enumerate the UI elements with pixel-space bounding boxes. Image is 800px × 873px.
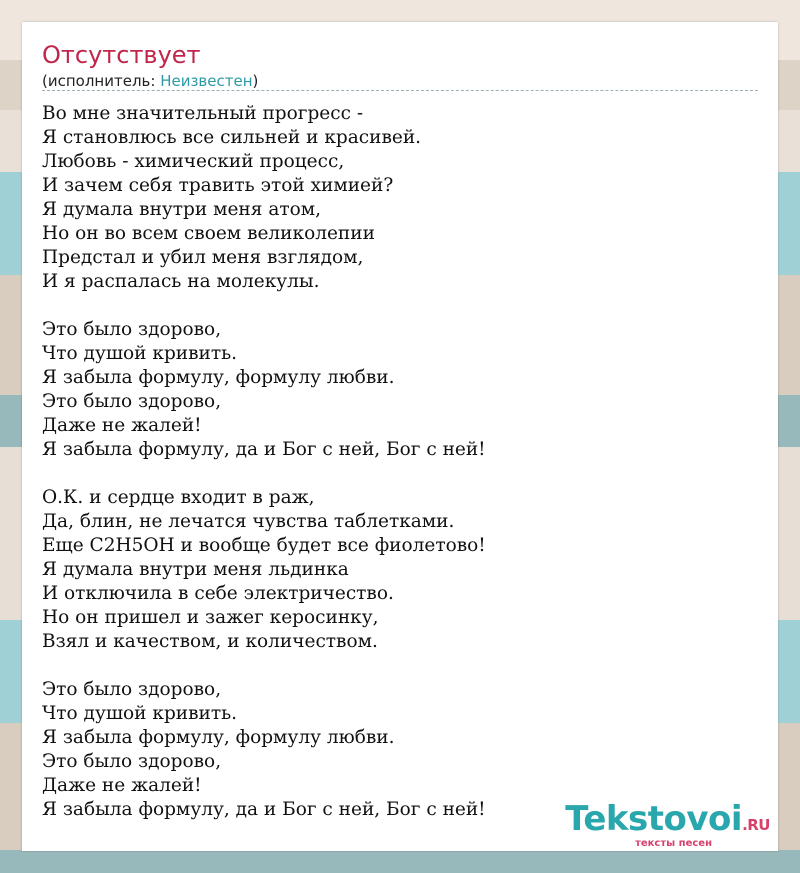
lyrics-text — [42, 102, 758, 822]
lyric-line: Взял и качеством, и количеством. — [42, 631, 378, 652]
artist-prefix: (исполнитель: — [42, 72, 161, 90]
lyric-line: Что душой кривить. — [42, 703, 238, 724]
lyric-line: Даже не жалей! — [42, 775, 202, 796]
lyric-line: И я распалась на молекулы. — [42, 271, 320, 292]
artist-link[interactable]: Неизвестен — [160, 72, 253, 90]
lyric-line: Это было здорово, — [42, 319, 222, 340]
lyric-line: Я становлюсь все сильней и красивей. — [42, 127, 422, 148]
artist-suffix: ) — [252, 72, 259, 90]
song-title: Отсутствует — [42, 41, 201, 69]
logo-subtitle: тексты песен — [635, 838, 712, 849]
lyric-line: Предстал и убил меня взглядом, — [42, 247, 364, 268]
logo-tld: .RU — [742, 816, 770, 834]
lyric-line: Что душой кривить. — [42, 343, 238, 364]
lyric-line: Я забыла формулу, формулу любви. — [42, 367, 395, 388]
lyric-line: Это было здорово, — [42, 679, 222, 700]
lyric-line: Но он пришел и зажег керосинку, — [42, 607, 379, 628]
lyric-line: И зачем себя травить этой химией? — [42, 175, 394, 196]
lyrics-card — [22, 22, 778, 851]
lyric-line: Любовь - химический процесс, — [42, 151, 345, 172]
lyric-line: О.К. и сердце входит в раж, — [42, 487, 315, 508]
lyric-line: Я думала внутри меня атом, — [42, 199, 321, 220]
lyric-line: Во мне значительный прогресс - — [42, 103, 364, 124]
lyric-line: Я забыла формулу, да и Бог с ней, Бог с ней! — [42, 799, 486, 820]
site-logo[interactable] — [565, 801, 770, 849]
lyric-line: Это было здорово, — [42, 391, 222, 412]
lyric-line: Я забыла формулу, формулу любви. — [42, 727, 395, 748]
stanza-gap — [42, 294, 758, 318]
lyric-line: Но он во всем своем великолепии — [42, 223, 375, 244]
stanza-gap — [42, 654, 758, 678]
lyric-line: И отключила в себе электричество. — [42, 583, 394, 604]
lyric-line: Еще C2H5OH и вообще будет все фиолетово! — [42, 535, 486, 556]
lyric-line: Я забыла формулу, да и Бог с ней, Бог с ней! — [42, 439, 486, 460]
lyric-line: Я думала внутри меня льдинка — [42, 559, 349, 580]
artist-line — [42, 72, 258, 90]
stanza-gap — [42, 462, 758, 486]
lyric-line: Даже не жалей! — [42, 415, 202, 436]
logo-wordmark: Tekstovoi — [565, 799, 743, 839]
lyric-line: Да, блин, не лечатся чувства таблетками. — [42, 511, 455, 532]
title-divider — [42, 90, 758, 91]
lyric-line: Это было здорово, — [42, 751, 222, 772]
